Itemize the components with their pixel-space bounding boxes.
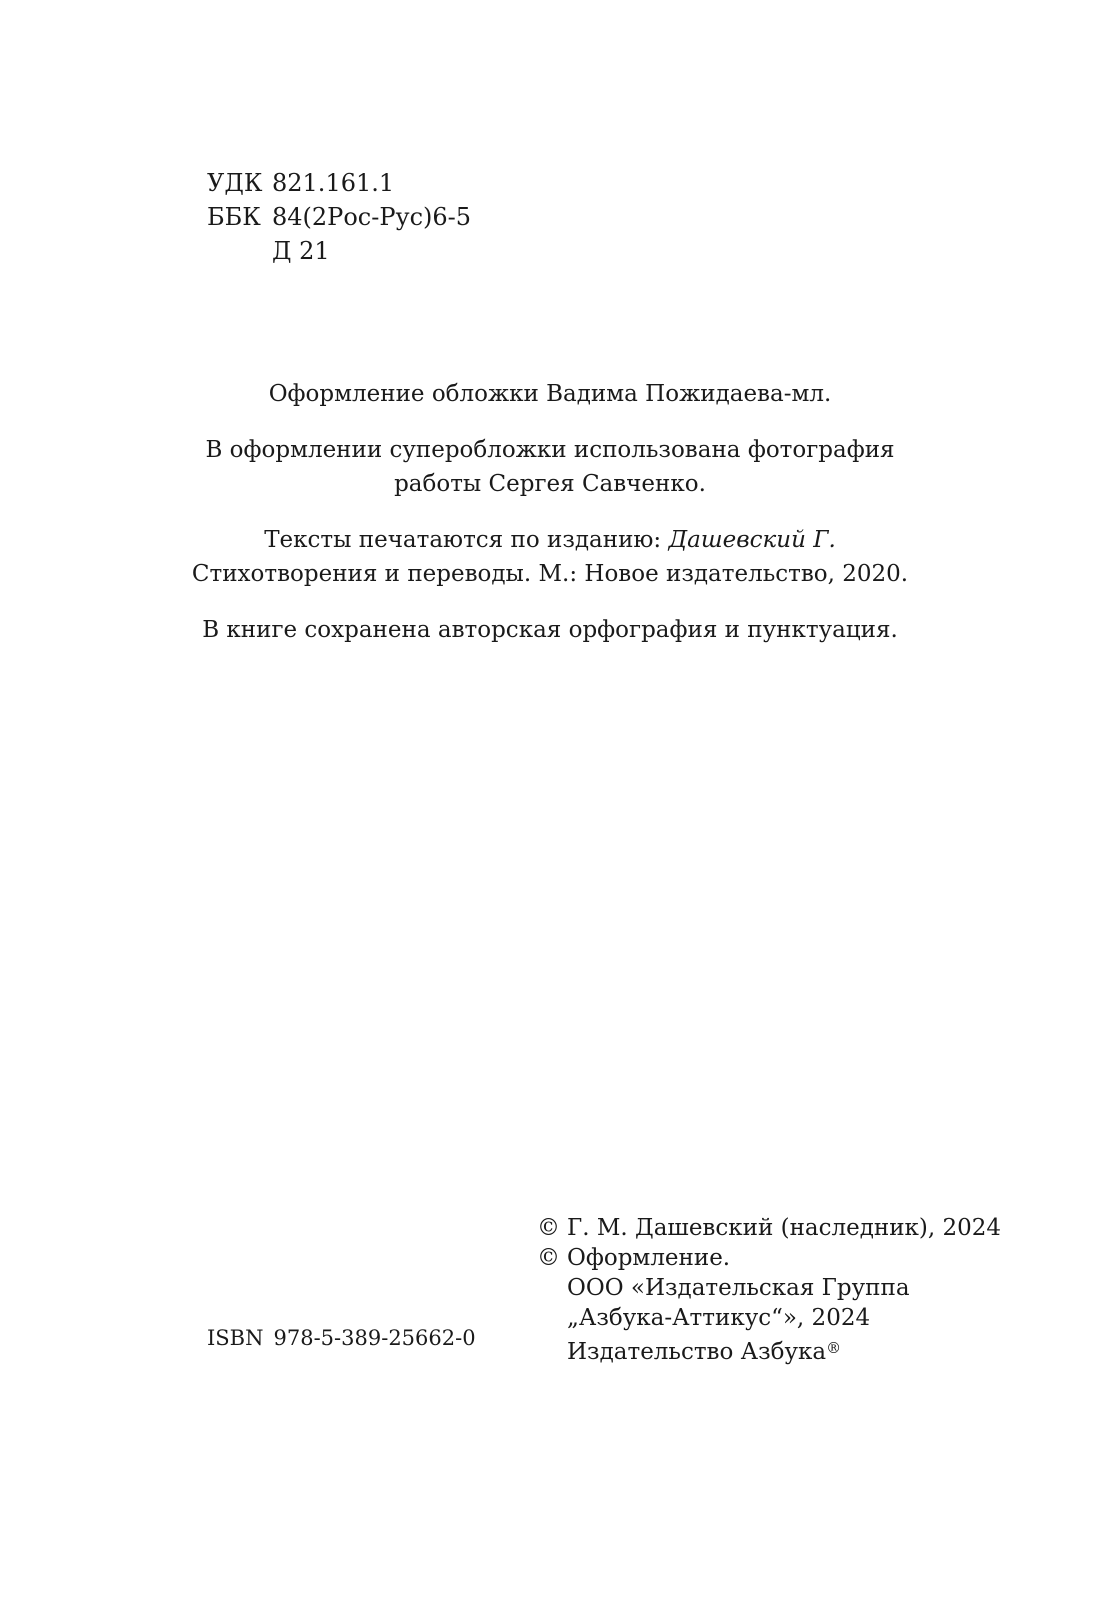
author-sign: Д 21 — [272, 237, 330, 265]
author-sign-row — [207, 234, 471, 268]
cover-design-text: Оформление обложки Вадима Пожидаева-мл. — [268, 381, 832, 407]
copyright-row-2 — [537, 1243, 1001, 1273]
copyright-design: Оформление. — [567, 1245, 731, 1271]
source-line-1 — [150, 523, 950, 557]
source-line-2: Стихотворения и переводы. М.: Новое издательство, 2020. — [191, 561, 909, 587]
copyright-row-1 — [537, 1213, 1001, 1243]
udk-value: 821.161.1 — [272, 169, 395, 197]
bbk-label: ББК — [207, 203, 261, 231]
author-sign-spacer — [207, 234, 272, 268]
orthography-note — [150, 613, 950, 647]
dust-jacket-line-2: работы Сергея Савченко. — [394, 471, 706, 497]
orthography-text: В книге сохранена авторская орфография и пунктуация. — [202, 617, 898, 643]
dust-jacket-note — [150, 433, 950, 501]
registered-mark: ® — [826, 1339, 842, 1357]
bbk-row — [207, 200, 471, 234]
dust-jacket-line-1: В оформлении суперобложки использована фотография — [205, 437, 895, 463]
udk-label: УДК — [207, 169, 263, 197]
source-edition-note — [150, 523, 950, 591]
publication-notes — [150, 377, 950, 669]
isbn-label: ISBN — [207, 1326, 264, 1350]
publisher-name-year: „Азбука-Аттикус“», 2024 — [567, 1305, 871, 1331]
copyright-row-4 — [537, 1303, 1001, 1333]
copyright-block — [537, 1213, 1001, 1367]
copyright-heir: Г. М. Дашевский (наследник), 2024 — [567, 1215, 1002, 1241]
source-prefix: Тексты печатаются по изданию: — [264, 527, 669, 553]
publisher-group: ООО «Издательская Группа — [567, 1275, 910, 1301]
source-author: Дашевский Г. — [668, 527, 836, 553]
copyright-row-5 — [537, 1333, 1001, 1367]
udk-row — [207, 166, 471, 200]
copyright-sign: © — [537, 1215, 560, 1241]
bbk-value: 84(2Рос-Рус)6-5 — [272, 203, 472, 231]
publishing-house-name: Издательство Азбука — [567, 1339, 827, 1365]
publishing-house — [567, 1333, 841, 1367]
isbn-value: 978-5-389-25662-0 — [273, 1326, 476, 1350]
isbn-line — [207, 1323, 476, 1353]
cover-design-note — [150, 377, 950, 411]
copyright-sign: © — [537, 1245, 560, 1271]
copyright-row-3 — [537, 1273, 1001, 1303]
classification-block — [207, 166, 471, 268]
